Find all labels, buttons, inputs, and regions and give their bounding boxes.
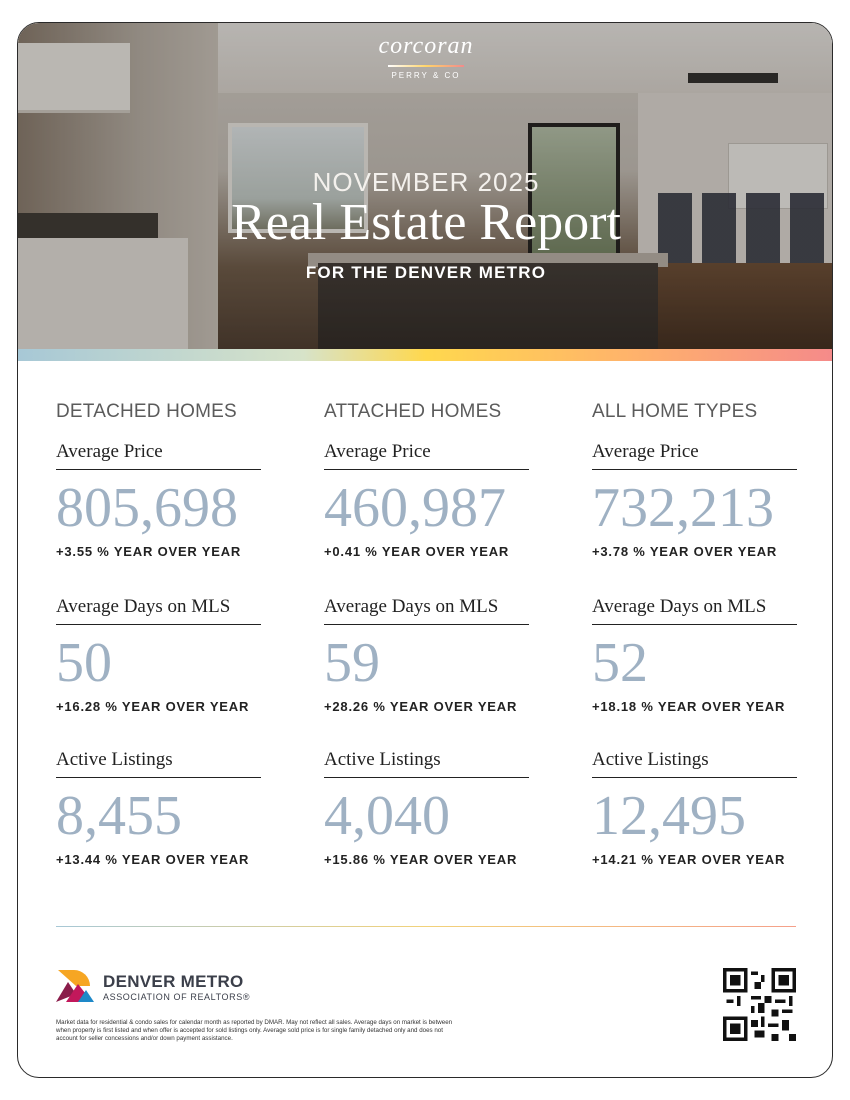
metric-label: Active Listings [324,749,529,778]
dmar-mountain-icon [56,968,94,1004]
disclaimer-text: Market data for residential & condo sales for calendar month as reported by DMAR. May not reflect all sales. Average days on market is between when property is first listed and when offer is accepted for sold listings only. Average sold price is for single family detached only and does not account for seller concessions and/or down payment assistance. [56,1019,453,1043]
metric-active-listings [56,749,261,867]
metric-label: Average Price [324,441,529,470]
metric-average-days-on-mls [324,596,529,714]
metric-value: 460,987 [324,477,506,539]
report-date: NOVEMBER 2025 [312,167,540,197]
brand-logo: corcoran [378,33,474,59]
column-heading: DETACHED HOMES [56,401,237,422]
qr-code-icon[interactable] [723,968,796,1041]
column-heading: ALL HOME TYPES [592,401,758,422]
hero-kitchen-photo [18,23,833,349]
metric-average-price [56,441,261,559]
report-title: Real Estate Report [231,194,621,251]
metric-average-days-on-mls [56,596,261,714]
column-attached-homes [324,401,529,867]
metric-change: +15.86 % YEAR OVER YEAR [324,852,518,867]
metric-value: 805,698 [56,477,238,539]
metric-change: +14.21 % YEAR OVER YEAR [592,852,786,867]
association-name: DENVER METRO [103,972,244,991]
metric-active-listings [324,749,529,867]
metric-value: 52 [592,632,648,694]
metric-average-price [324,441,529,559]
metric-change: +18.18 % YEAR OVER YEAR [592,699,786,714]
metric-change: +13.44 % YEAR OVER YEAR [56,852,250,867]
brand-divider [388,65,464,67]
metric-label: Active Listings [56,749,261,778]
metric-label: Average Price [56,441,261,470]
metric-value: 59 [324,632,380,694]
metric-active-listings [592,749,797,867]
metric-change: +3.55 % YEAR OVER YEAR [56,544,242,559]
association-subtitle: ASSOCIATION OF REALTORS® [103,992,251,1002]
metric-change: +3.78 % YEAR OVER YEAR [592,544,778,559]
column-detached-homes [56,401,261,867]
metric-label: Average Days on MLS [56,596,261,625]
metric-average-days-on-mls [592,596,797,714]
report-card [17,22,833,1078]
metric-label: Average Price [592,441,797,470]
report-subtitle: FOR THE DENVER METRO [305,263,547,282]
metric-label: Average Days on MLS [592,596,797,625]
gradient-accent-bar [18,349,833,361]
metric-value: 12,495 [592,785,746,847]
metric-change: +0.41 % YEAR OVER YEAR [324,544,510,559]
brand-subtitle: PERRY & CO [391,71,461,80]
metric-label: Active Listings [592,749,797,778]
footer-divider [56,926,796,927]
column-all-home-types [592,401,797,867]
metric-value: 8,455 [56,785,182,847]
metric-change: +16.28 % YEAR OVER YEAR [56,699,250,714]
metric-value: 732,213 [592,477,774,539]
column-heading: ATTACHED HOMES [324,401,502,422]
association-logo [56,968,356,1008]
metric-label: Average Days on MLS [324,596,529,625]
metric-value: 50 [56,632,112,694]
metric-change: +28.26 % YEAR OVER YEAR [324,699,518,714]
metric-value: 4,040 [324,785,450,847]
metric-average-price [592,441,797,559]
